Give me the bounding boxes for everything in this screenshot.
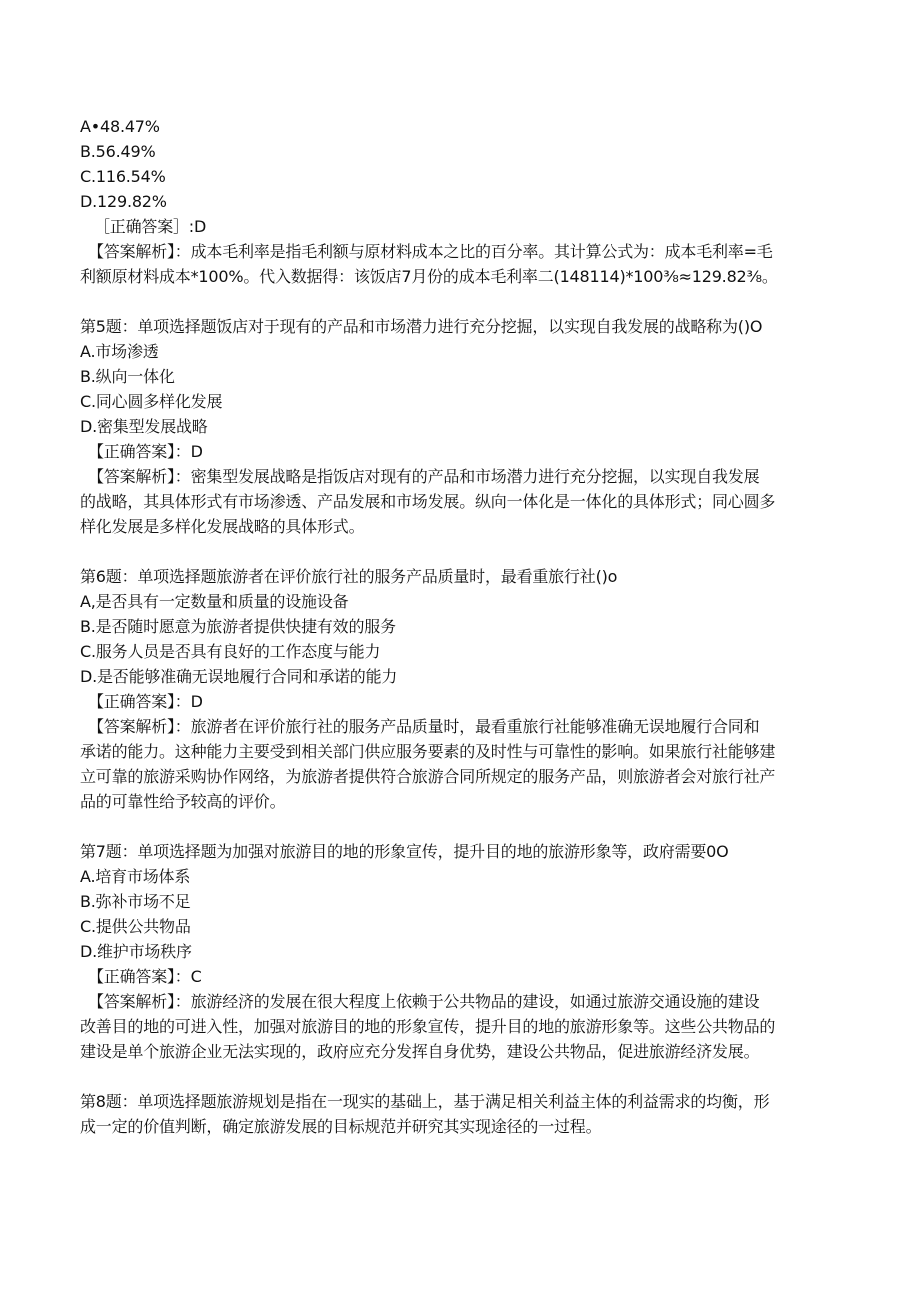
option-d: D.密集型发展战略: [80, 417, 208, 436]
correct-answer: 【正确答案】：D: [88, 442, 203, 461]
explanation-line: 建设是单个旅游企业无法实现的，政府应充分发挥自身优势，建设公共物品，促进旅游经济发展。: [80, 1042, 760, 1061]
explanation-line: 【答案解析】：成本毛利率是指毛利额与原材料成本之比的百分率。其计算公式为：成本毛利率=毛: [88, 242, 773, 261]
question-title: 第5题：单项选择题饭店对于现有的产品和市场潜力进行充分挖掘，以实现自我发展的战略称为()O: [80, 317, 763, 336]
explanation-line: 承诺的能力。这种能力主要受到相关部门供应服务要素的及时性与可靠性的影响。如果旅行社能够建: [80, 742, 776, 761]
explanation-line: 的战略，其具体形式有市场渗透、产品发展和市场发展。纵向一体化是一体化的具体形式；同心圆多: [80, 492, 776, 511]
explanation-line: 【答案解析】：旅游者在评价旅行社的服务产品质量时，最看重旅行社能够准确无误地履行合同和: [88, 717, 760, 736]
document-page: [80, 114, 840, 1139]
explanation-line: 改善目的地的可进入性，加强对旅游目的地的形象宣传，提升目的地的旅游形象等。这些公共物品的: [80, 1017, 776, 1036]
option-c: C.116.54%: [80, 167, 166, 186]
option-b: B.56.49%: [80, 142, 156, 161]
option-d: D.是否能够准确无误地履行合同和承诺的能力: [80, 667, 398, 686]
question-title-continued: 成一定的价值判断，确定旅游发展的目标规范并研究其实现途径的一过程。: [80, 1117, 602, 1136]
question-7-block: [80, 839, 840, 1064]
question-title: 第7题：单项选择题为加强对旅游目的地的形象宣传，提升目的地的旅游形象等，政府需要0O: [80, 842, 729, 861]
explanation-line: 品的可靠性给予较高的评价。: [80, 792, 286, 811]
explanation-line: 【答案解析】：旅游经济的发展在很大程度上依赖于公共物品的建设，如通过旅游交通设施的建设: [88, 992, 760, 1011]
option-c: C.同心圆多样化发展: [80, 392, 223, 411]
explanation-line: 利额原材料成本*100%。代入数据得：该饭店7月份的成本毛利率二(148114)*100⅜≈129.82⅜。: [80, 267, 778, 286]
option-c: C.提供公共物品: [80, 917, 191, 936]
option-a: A.培育市场体系: [80, 867, 191, 886]
correct-answer: ［正确答案］:D: [94, 217, 207, 236]
question-6-block: [80, 564, 840, 814]
question-title: 第6题：单项选择题旅游者在评价旅行社的服务产品质量时，最看重旅行社()o: [80, 567, 618, 586]
correct-answer: 【正确答案】：D: [88, 692, 203, 711]
option-a: A•48.47%: [80, 117, 160, 136]
explanation-line: 【答案解析】：密集型发展战略是指饭店对现有的产品和市场潜力进行充分挖掘，以实现自我发展: [88, 467, 760, 486]
explanation-line: 样化发展是多样化发展战略的具体形式。: [80, 517, 365, 536]
option-a: A.市场渗透: [80, 342, 159, 361]
option-d: D.维护市场秩序: [80, 942, 192, 961]
question-5-block: [80, 314, 840, 539]
option-d: D.129.82%: [80, 192, 167, 211]
question-8-block: [80, 1089, 840, 1139]
option-c: C.服务人员是否具有良好的工作态度与能力: [80, 642, 381, 661]
option-a: A,是否具有一定数量和质量的设施设备: [80, 592, 349, 611]
explanation-line: 立可靠的旅游采购协作网络，为旅游者提供符合旅游合同所规定的服务产品，则旅游者会对旅行社产: [80, 767, 776, 786]
correct-answer: 【正确答案】：C: [88, 967, 202, 986]
option-b: B.是否随时愿意为旅游者提供快捷有效的服务: [80, 617, 396, 636]
option-b: B.弥补市场不足: [80, 892, 191, 911]
option-b: B.纵向一体化: [80, 367, 175, 386]
question-title: 第8题：单项选择题旅游规划是指在一现实的基础上，基于满足相关利益主体的利益需求的均衡，形: [80, 1092, 770, 1111]
question-4-block: [80, 114, 840, 289]
